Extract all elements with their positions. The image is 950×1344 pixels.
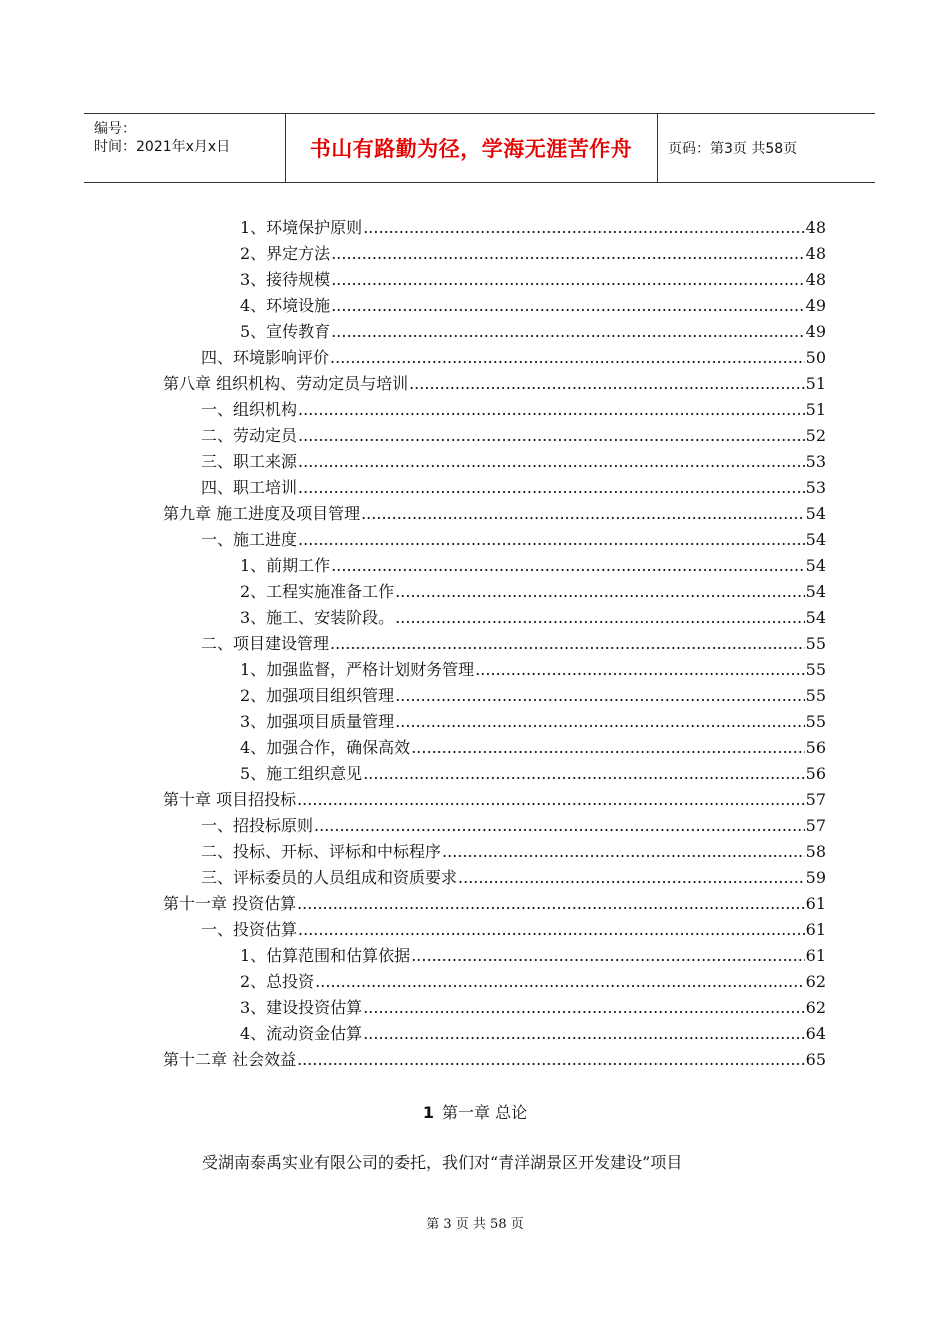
page-footer: 第 3 页 共 58 页	[426, 1217, 524, 1232]
toc-entry-page: 57	[805, 816, 826, 835]
toc-entry-label: 第十二章 社会效益	[163, 1050, 297, 1069]
toc-leader-dots	[363, 215, 804, 241]
toc-entry[interactable]	[163, 839, 826, 865]
toc-entry[interactable]	[163, 683, 826, 709]
toc-entry[interactable]	[163, 215, 826, 241]
toc-entry[interactable]	[163, 527, 826, 553]
toc-entry-label: 2、工程实施准备工作	[240, 582, 395, 601]
toc-leader-dots	[298, 475, 805, 501]
toc-leader-dots	[395, 605, 804, 631]
toc-entry-label: 一、投资估算	[201, 920, 298, 939]
toc-entry-page: 57	[805, 790, 826, 809]
toc-entry-label: 三、评标委员的人员组成和资质要求	[201, 868, 458, 887]
toc-entry-page: 56	[805, 738, 826, 757]
chapter-number: 1	[422, 1103, 435, 1122]
toc-entry[interactable]	[163, 813, 826, 839]
toc-entry-label: 5、施工组织意见	[240, 764, 363, 783]
toc-leader-dots	[395, 709, 804, 735]
toc-entry[interactable]	[163, 501, 826, 527]
toc-entry-label: 二、投标、开标、评标和中标程序	[201, 842, 442, 861]
toc-entry-label: 1、加强监督，严格计划财务管理	[240, 660, 475, 679]
body-paragraph: 受湖南泰禹实业有限公司的委托，我们对“青洋湖景区开发建设”项目	[202, 1153, 683, 1172]
toc-entry-label: 一、施工进度	[201, 530, 298, 549]
toc-entry-label: 第十章 项目招投标	[163, 790, 297, 809]
toc-entry[interactable]	[163, 1047, 826, 1073]
toc-leader-dots	[298, 527, 805, 553]
toc-leader-dots	[330, 345, 805, 371]
toc-entry-page: 52	[805, 426, 826, 445]
toc-entry[interactable]	[163, 943, 826, 969]
toc-leader-dots	[395, 579, 804, 605]
toc-entry-page: 61	[805, 920, 826, 939]
toc-entry-page: 65	[805, 1050, 826, 1069]
toc-entry[interactable]	[163, 605, 826, 631]
toc-entry-page: 49	[805, 322, 826, 341]
toc-leader-dots	[297, 787, 805, 813]
toc-leader-dots	[331, 319, 804, 345]
toc-entry-page: 55	[805, 712, 826, 731]
toc-entry-page: 54	[805, 608, 826, 627]
toc-entry-label: 第十一章 投资估算	[163, 894, 297, 913]
toc-entry-page: 59	[805, 868, 826, 887]
toc-leader-dots	[298, 917, 805, 943]
toc-entry-page: 55	[805, 686, 826, 705]
toc-entry-label: 1、前期工作	[240, 556, 331, 575]
toc-entry[interactable]	[163, 397, 826, 423]
toc-entry-label: 第八章 组织机构、劳动定员与培训	[163, 374, 409, 393]
toc-entry[interactable]	[163, 657, 826, 683]
toc-leader-dots	[331, 293, 804, 319]
toc-entry-label: 第九章 施工进度及项目管理	[163, 504, 361, 523]
toc-entry-label: 四、职工培训	[201, 478, 298, 497]
toc-leader-dots	[297, 891, 805, 917]
toc-leader-dots	[361, 501, 805, 527]
toc-entry[interactable]	[163, 345, 826, 371]
toc-entry[interactable]	[163, 709, 826, 735]
toc-leader-dots	[475, 657, 804, 683]
toc-entry[interactable]	[163, 891, 826, 917]
chapter-heading	[0, 1100, 950, 1123]
toc-entry-page: 55	[805, 634, 826, 653]
toc-entry[interactable]	[163, 475, 826, 501]
toc-leader-dots	[411, 735, 804, 761]
toc-entry-page: 48	[805, 270, 826, 289]
toc-entry-page: 54	[805, 556, 826, 575]
toc-entry[interactable]	[163, 865, 826, 891]
toc-entry-label: 2、界定方法	[240, 244, 331, 263]
toc-leader-dots	[363, 761, 804, 787]
toc-entry[interactable]	[163, 293, 826, 319]
toc-leader-dots	[363, 995, 804, 1021]
toc-entry-label: 4、加强合作，确保高效	[240, 738, 411, 757]
page-info: 页码：第3页 共58页	[668, 141, 798, 157]
toc-entry-label: 5、宣传教育	[240, 322, 331, 341]
toc-entry-page: 55	[805, 660, 826, 679]
toc-entry-page: 54	[805, 530, 826, 549]
toc-entry-label: 一、招投标原则	[201, 816, 314, 835]
toc-leader-dots	[330, 631, 805, 657]
toc-leader-dots	[409, 371, 805, 397]
toc-entry-page: 54	[805, 582, 826, 601]
toc-leader-dots	[314, 813, 805, 839]
toc-entry-label: 3、加强项目质量管理	[240, 712, 395, 731]
toc-entry-label: 1、环境保护原则	[240, 218, 363, 237]
toc-leader-dots	[331, 267, 804, 293]
toc-entry-label: 2、加强项目组织管理	[240, 686, 395, 705]
toc-entry[interactable]	[163, 995, 826, 1021]
page-header	[84, 113, 875, 183]
toc-leader-dots	[442, 839, 805, 865]
toc-entry[interactable]	[163, 917, 826, 943]
toc-entry-label: 3、施工、安装阶段。	[240, 608, 395, 627]
toc-entry-label: 2、总投资	[240, 972, 315, 991]
toc-entry[interactable]	[163, 787, 826, 813]
toc-entry[interactable]	[163, 969, 826, 995]
toc-entry-label: 3、建设投资估算	[240, 998, 363, 1017]
table-of-contents	[163, 215, 826, 1073]
toc-entry-page: 49	[805, 296, 826, 315]
toc-entry-label: 4、环境设施	[240, 296, 331, 315]
toc-entry[interactable]	[163, 449, 826, 475]
toc-entry-page: 58	[805, 842, 826, 861]
toc-entry-page: 54	[805, 504, 826, 523]
toc-leader-dots	[331, 241, 804, 267]
toc-entry-page: 56	[805, 764, 826, 783]
toc-entry[interactable]	[163, 267, 826, 293]
toc-leader-dots	[363, 1021, 804, 1047]
header-meta	[84, 114, 286, 182]
toc-entry-label: 三、职工来源	[201, 452, 298, 471]
toc-entry[interactable]	[163, 423, 826, 449]
toc-leader-dots	[458, 865, 805, 891]
toc-leader-dots	[395, 683, 804, 709]
header-motto-cell	[285, 114, 658, 182]
toc-entry-label: 二、项目建设管理	[201, 634, 330, 653]
toc-leader-dots	[298, 423, 805, 449]
toc-entry-page: 61	[805, 894, 826, 913]
number-label: 编号：	[94, 121, 136, 137]
toc-entry-page: 62	[805, 972, 826, 991]
toc-entry[interactable]	[163, 241, 826, 267]
toc-entry-label: 一、组织机构	[201, 400, 298, 419]
toc-entry-label: 二、劳动定员	[201, 426, 298, 445]
toc-leader-dots	[331, 553, 804, 579]
toc-entry-page: 48	[805, 244, 826, 263]
toc-entry[interactable]	[163, 371, 826, 397]
toc-entry[interactable]	[163, 1021, 826, 1047]
toc-leader-dots	[297, 1047, 805, 1073]
toc-entry[interactable]	[163, 553, 826, 579]
motto-text: 书山有路勤为径，学海无涯苦作舟	[309, 137, 633, 161]
toc-leader-dots	[298, 449, 805, 475]
toc-entry-label: 4、流动资金估算	[240, 1024, 363, 1043]
toc-entry-label: 1、估算范围和估算依据	[240, 946, 411, 965]
toc-entry-page: 48	[805, 218, 826, 237]
toc-entry-page: 62	[805, 998, 826, 1017]
toc-entry-page: 53	[805, 478, 826, 497]
toc-entry-page: 50	[805, 348, 826, 367]
toc-entry-label: 3、接待规模	[240, 270, 331, 289]
toc-entry[interactable]	[163, 631, 826, 657]
toc-entry[interactable]	[163, 735, 826, 761]
toc-entry-page: 51	[805, 400, 826, 419]
chapter-title: 第一章 总论	[442, 1103, 528, 1122]
toc-leader-dots	[298, 397, 805, 423]
toc-leader-dots	[315, 969, 804, 995]
time-label: 时间：2021年x月x日	[94, 139, 231, 155]
toc-leader-dots	[411, 943, 804, 969]
header-page-cell	[658, 114, 875, 182]
toc-entry[interactable]	[163, 579, 826, 605]
toc-entry-page: 64	[805, 1024, 826, 1043]
toc-entry-page: 51	[805, 374, 826, 393]
toc-entry-label: 四、环境影响评价	[201, 348, 330, 367]
toc-entry[interactable]	[163, 319, 826, 345]
toc-entry-page: 61	[805, 946, 826, 965]
toc-entry-page: 53	[805, 452, 826, 471]
toc-entry[interactable]	[163, 761, 826, 787]
